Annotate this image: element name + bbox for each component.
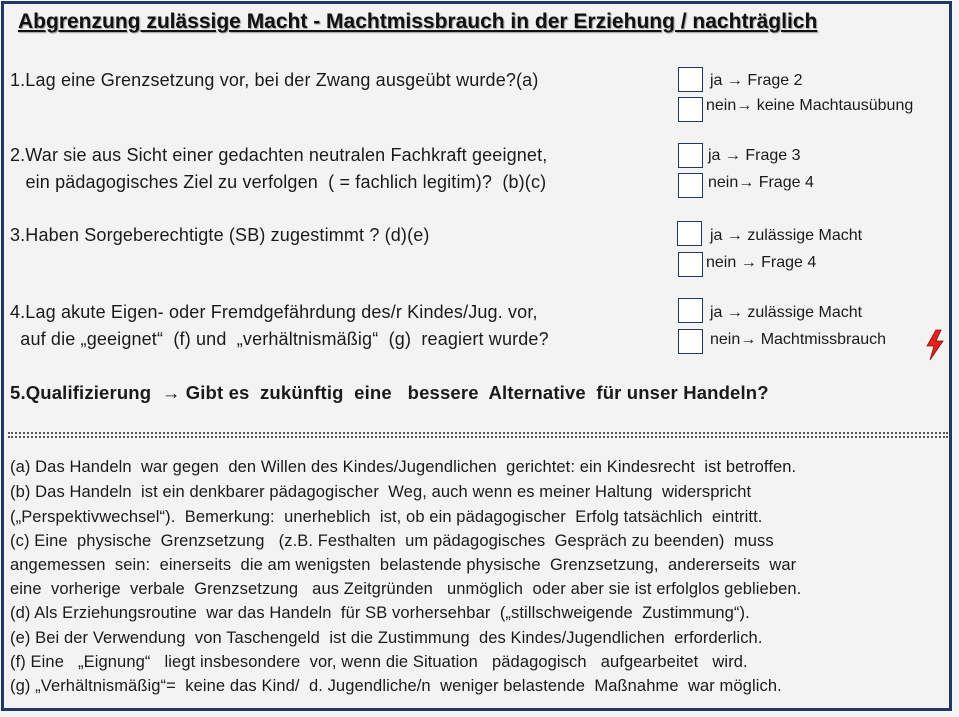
page-title: Abgrenzung zulässige Macht - Machtmissbrauch in der Erziehung / nachträglich <box>18 10 818 33</box>
q1-yes-checkbox[interactable] <box>678 67 703 92</box>
q1-yes-label: ja → Frage 2 <box>710 72 803 89</box>
question-4-line-2: auf die „geeignet“ (f) und „verhältnismäßig“ (g) reagiert wurde? <box>10 329 549 349</box>
q4-no-checkbox[interactable] <box>678 329 703 354</box>
footnote-c-continued-1: angemessen sein: einerseits die am wenigsten belastende physische Grenzsetzung, andererseits war <box>10 556 797 574</box>
footnote-c: (c) Eine physische Grenzsetzung (z.B. Festhalten um pädagogisches Gespräch zu beenden) muss <box>10 532 774 550</box>
q3-no-checkbox[interactable] <box>678 252 703 277</box>
question-2-line-2: ein pädagogisches Ziel zu verfolgen ( = fachlich legitim)? (b)(c) <box>10 172 547 192</box>
q2-yes-label: ja → Frage 3 <box>708 147 801 164</box>
question-4-line-1: 4.Lag akute Eigen- oder Fremdgefährdung des/r Kindes/Jug. vor, <box>10 302 538 322</box>
footnote-b-continued: („Perspektivwechsel“). Bemerkung: unerheblich ist, ob ein pädagogischer Erfolg tatsächlich eintritt. <box>10 508 763 526</box>
footnote-b: (b) Das Handeln ist ein denkbarer pädagogischer Weg, auch wenn es meiner Haltung widerspricht <box>10 483 752 501</box>
q4-yes-checkbox[interactable] <box>678 298 703 323</box>
footnote-d: (d) Als Erziehungsroutine war das Handeln für SB vorhersehbar („stillschweigende Zustimmung“). <box>10 604 750 622</box>
dotted-divider-2 <box>8 436 948 438</box>
q1-no-label: nein→ keine Machtausübung <box>706 97 914 114</box>
q4-no-label: nein→ Machtmissbrauch <box>710 331 887 348</box>
q4-yes-label: ja → zulässige Macht <box>710 304 863 321</box>
footnote-c-continued-2: eine vorherige verbale Grenzsetzung aus Zeitgründen unmöglich oder aber sie ist erfolglos geblieben. <box>10 580 802 598</box>
lightning-bolt-icon <box>924 329 946 361</box>
q1-no-checkbox[interactable] <box>678 97 703 122</box>
question-3: 3.Haben Sorgeberechtigte (SB) zugestimmt ? (d)(e) <box>10 225 430 245</box>
qualification-question: 5.Qualifizierung → Gibt es zukünftig eine bessere Alternative für unser Handeln? <box>10 382 769 403</box>
footnote-e: (e) Bei der Verwendung von Taschengeld ist die Zustimmung des Kindes/Jugendlichen erforderlich. <box>10 629 763 647</box>
q3-yes-checkbox[interactable] <box>677 221 702 246</box>
q3-no-label: nein → Frage 4 <box>706 254 817 271</box>
footnote-a: (a) Das Handeln war gegen den Willen des Kindes/Jugendlichen gerichtet: ein Kindesrecht ist betroffen. <box>10 458 797 476</box>
dotted-divider <box>8 432 948 434</box>
q2-no-label: nein→ Frage 4 <box>708 174 814 191</box>
q2-no-checkbox[interactable] <box>678 173 703 198</box>
question-2-line-1: 2.War sie aus Sicht einer gedachten neutralen Fachkraft geeignet, <box>10 145 548 165</box>
q2-yes-checkbox[interactable] <box>678 143 703 168</box>
question-1: 1.Lag eine Grenzsetzung vor, bei der Zwang ausgeübt wurde?(a) <box>10 70 539 90</box>
q3-yes-label: ja → zulässige Macht <box>710 227 863 244</box>
footnote-g: (g) „Verhältnismäßig“= keine das Kind/ d. Jugendliche/n weniger belastende Maßnahme war möglich. <box>10 677 782 695</box>
footnote-f: (f) Eine „Eignung“ liegt insbesondere vor, wenn die Situation pädagogisch aufgearbeitet wird. <box>10 653 748 671</box>
